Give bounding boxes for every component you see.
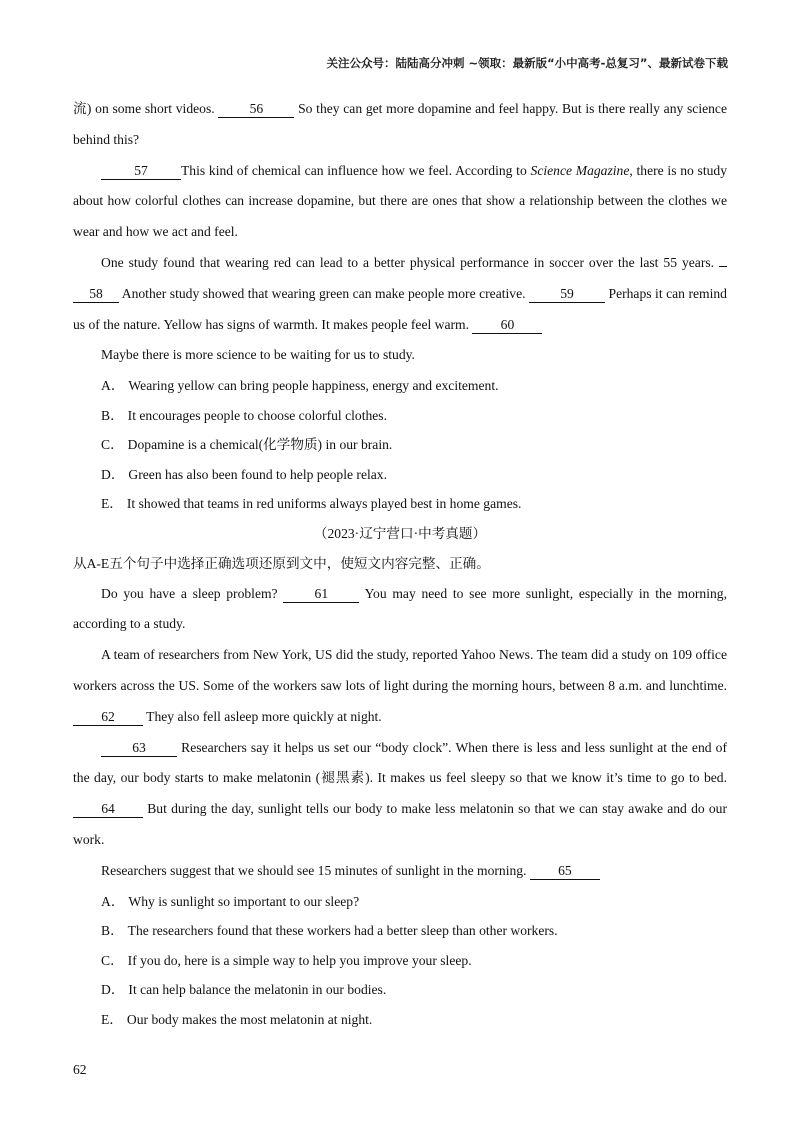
question-source: （2023·辽宁营口·中考真题） <box>313 525 487 541</box>
blank-60: 60 <box>472 316 542 334</box>
passage1-paragraph-2: 57 This kind of chemical can influence how we feel. According to Science Magazine, there is no study about how colorful clothes can increase dopamine, but there are ones that show a relationship between the clothes we wear and how we act and feel. <box>73 162 728 240</box>
document-body <box>73 94 727 1034</box>
option-item: C． Dopamine is a chemical(化学物质) in our brain. <box>101 437 393 453</box>
blank-57: 57 <box>101 162 181 180</box>
option-item: B． The researchers found that these workers had a better sleep than other workers. <box>101 923 558 939</box>
passage1-paragraph-1: 流) on some short videos. 56 So they can get more dopamine and feel happy. But is there really any science behind this? <box>73 101 727 147</box>
passage2-paragraph-2: A team of researchers from New York, US did the study, reported Yahoo News. The team did a study on 109 office workers across the US. Some of the workers saw lots of light during the morning hours, between 8 a.m. and lunchtime. 62 They also fell asleep more quickly at night. <box>73 647 727 724</box>
passage1-paragraph-3: One study found that wearing red can lead to a better physical performance in soccer over the last 55 years. 58 Another study showed that wearing green can make people more creative. 59 Perhaps it can remind us of the nature. Yellow has signs of warmth. It makes people feel warm. 60 <box>73 254 727 332</box>
passage2-options <box>73 887 727 1035</box>
option-item: C． If you do, here is a simple way to help you improve your sleep. <box>101 952 472 968</box>
magazine-title: Science Magazine <box>530 162 630 178</box>
option-item: A． Wearing yellow can bring people happiness, energy and excitement. <box>101 378 499 394</box>
option-item: A． Why is sunlight so important to our sleep? <box>101 893 360 909</box>
blank-62: 62 <box>73 708 143 726</box>
passage1-paragraph-4: Maybe there is more science to be waiting for us to study. <box>101 347 415 363</box>
passage2-paragraph-4: Researchers suggest that we should see 15 minutes of sunlight in the morning. 65 <box>73 856 727 887</box>
page-number: 62 <box>73 1062 87 1077</box>
page-header: 关注公众号：陆陆高分冲刺 ~领取：最新版“小中高考-总复习”、最新试卷下载 <box>326 56 728 70</box>
blank-61: 61 <box>283 585 359 603</box>
blank-58: 58 <box>73 285 119 303</box>
option-item: E． Our body makes the most melatonin at night. <box>101 1011 373 1027</box>
passage2-paragraph-1: Do you have a sleep problem? 61 You may need to see more sunlight, especially in the morning, according to a study. <box>73 585 727 632</box>
blank-59: 59 <box>529 285 605 303</box>
blank-56: 56 <box>218 100 294 118</box>
question-instruction: 从A-E五个句子中选择正确选项还原到文中，使短文内容完整、正确。 <box>73 555 490 571</box>
option-item: E． It showed that teams in red uniforms always played best in home games. <box>101 496 522 512</box>
blank-63: 63 <box>101 739 177 757</box>
blank-65: 65 <box>530 862 600 880</box>
option-item: D． It can help balance the melatonin in our bodies. <box>101 982 387 998</box>
option-item: D． Green has also been found to help people relax. <box>101 466 387 482</box>
blank-64: 64 <box>73 800 143 818</box>
option-item: B． It encourages people to choose colorful clothes. <box>101 407 387 423</box>
passage1-options <box>73 371 727 519</box>
passage2-paragraph-3: 63 Researchers say it helps us set our “body clock”. When there is less and less sunlight at the end of the day, our body starts to make melatonin (褪黑素). It makes us feel sleepy so that we know it’s time to go to bed. 64 But during the day, sunlight tells our body to make less melatonin so that we can stay awake and do our work. <box>73 739 727 848</box>
